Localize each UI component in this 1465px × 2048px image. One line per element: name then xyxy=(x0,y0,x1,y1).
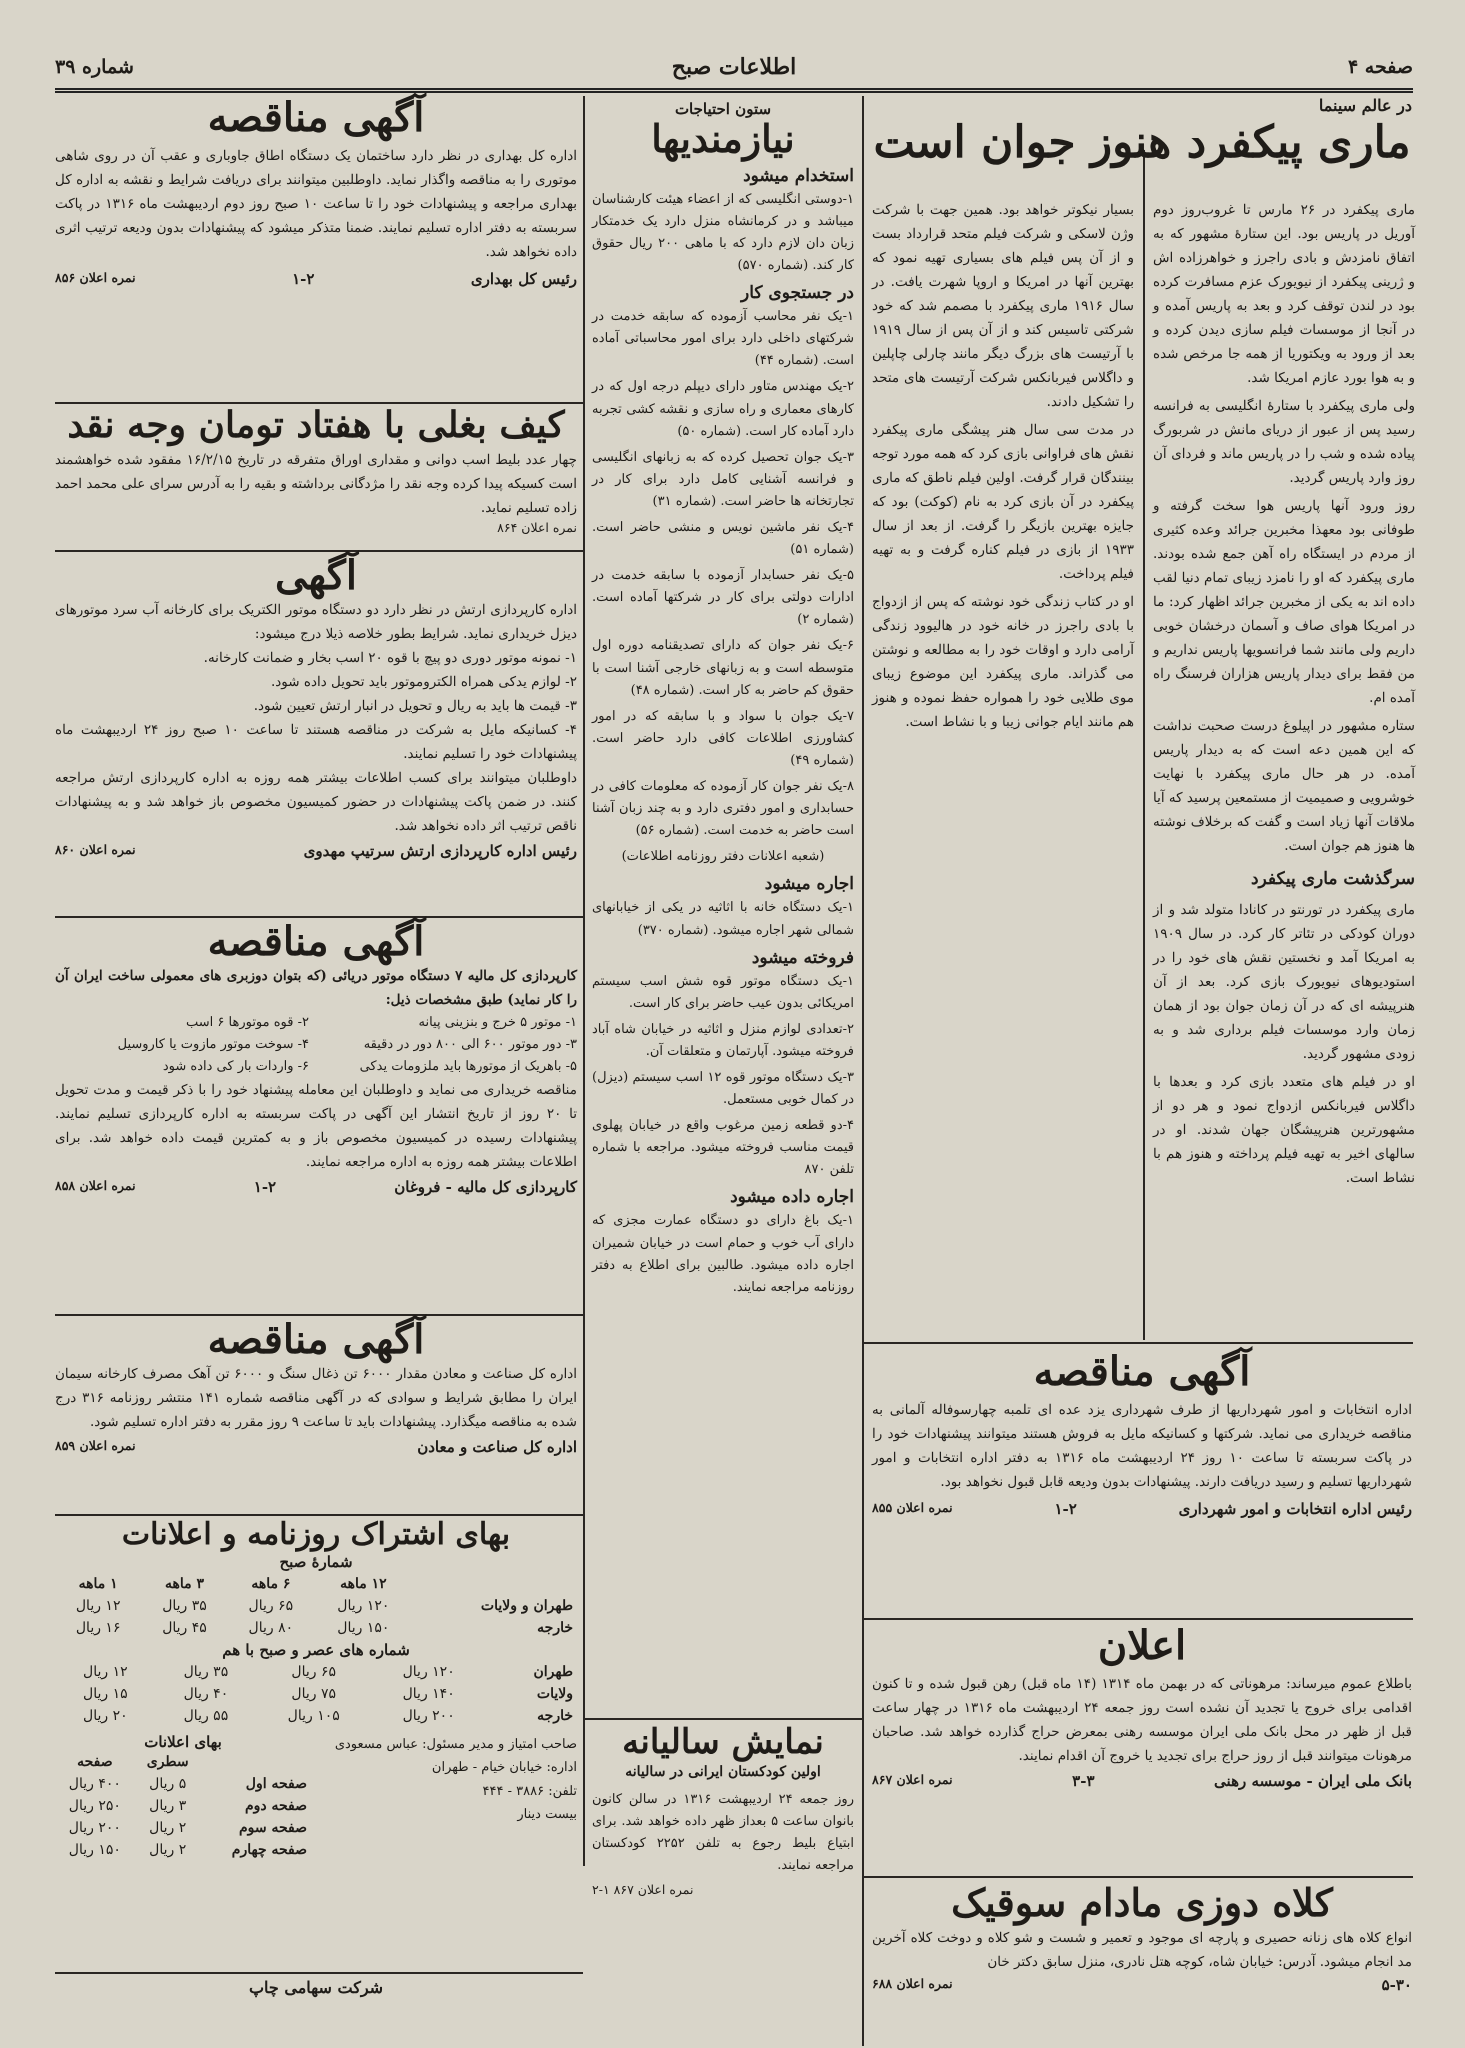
needs-section-for-rent: اجاره میشود xyxy=(764,874,854,895)
table-cell: صفحه سوم xyxy=(238,1820,307,1836)
issue-price: بیست دینار xyxy=(517,1807,577,1823)
masthead-rule xyxy=(55,88,1413,93)
army-notice-item: ۴- کسانیکه مایل به شرکت در مناقصه هستند تا ساعت ۱۰ صبح روز ۲۴ اردیبهشت ماه پیشنهادات خود را تسلیم نمایند. xyxy=(55,722,577,763)
ads-price-box xyxy=(55,1733,311,1861)
hat-shop-text: انواع کلاه های زنانه حصیری و پارچه ای موجود و تعمیر و شست و شو کلاه و دوخت کلاه آخرین مد انجام میشود. آدرس: خیابان شاه، کوچه هتل نادری، منزل سابق دکتر خان xyxy=(872,1929,1412,1970)
classified-item: ۲-تعدادی لوازم منزل و اثاثیه در خیابان شاه آباد فروخته میشود. آپارتمان و متعلقات آن. xyxy=(592,1021,854,1059)
ads-price-row xyxy=(55,1817,311,1839)
table-cell: ۲۰۰ ریال xyxy=(402,1708,455,1724)
needs-section-for-sale: فروخته میشود xyxy=(751,947,854,968)
table-cell: ۳۵ ریال xyxy=(162,1598,207,1614)
subscription-title: بهای اشتراک روزنامه و اعلانات xyxy=(121,1517,511,1552)
finance-tender xyxy=(55,920,577,1312)
needs-note: (شعبه اعلانات دفتر روزنامه اطلاعات) xyxy=(621,849,825,865)
table-cell: ۱۲۰ ریال xyxy=(337,1598,390,1614)
needs-section-rented-out: اجاره داده میشود xyxy=(730,1187,854,1208)
publisher-phone: تلفن: ۳۸۸۶ - ۴۴۴ xyxy=(482,1783,577,1799)
classified-item: ۲-یک مهندس متاور دارای دیپلم درجه اول که در کارهای معماری و راه سازی و نقشه کشی تجربه دارد آماده کار است. (شماره ۵۰) xyxy=(592,379,854,439)
publisher-name: صاحب امتیاز و مدیر مسئول: عباس مسعودی xyxy=(334,1737,577,1752)
table-cell: ۸۰ ریال xyxy=(248,1620,294,1636)
table-cell: ۱۵۰ ریال xyxy=(337,1620,390,1636)
bank-notice-ref: نمره اعلان ۸۶۷ xyxy=(872,1772,953,1788)
printer-name: شرکت سهامی چاپ xyxy=(248,1978,384,1997)
table-cell: صفحه اول xyxy=(245,1776,307,1792)
industry-tender-ref: نمره اعلان ۸۵۹ xyxy=(55,1438,136,1454)
industry-tender-signer: اداره کل صناعت و معادن xyxy=(417,1438,577,1457)
exhibition-subtitle: اولین کودکستان ایرانی در سالیانه xyxy=(625,1764,821,1781)
section-divider xyxy=(55,1972,583,1974)
health-tender-title: آگهی مناقصه xyxy=(207,94,425,141)
table-header-cell xyxy=(201,1751,311,1773)
army-notice-item: ۲- لوازم یدکی همراه الکتروموتور باید تحویل داده شود. xyxy=(271,674,577,691)
cinema-paragraph: او در کتاب زندگی خود نوشته که پس از ازدواج با بادی راجرز در خانه خود در هالیوود زندگی آرامی دارد و اوقات خود را به مطالعه و نوشتن می گذراند. ماری پیکفرد این موضوع زیبای موی طلایی خود را همواره حفظ نموده و هنوز هم مانند ایام جوانی زیبا و با نشاط است. xyxy=(872,594,1134,731)
municipal-tender-ref: نمره اعلان ۸۵۵ xyxy=(872,1500,953,1516)
table-cell: ۱۰۵ ریال xyxy=(287,1708,340,1724)
section-divider xyxy=(583,1718,862,1720)
table-cell: طهران و ولایات xyxy=(480,1598,573,1614)
lost-wallet-ref: نمره اعلان ۸۶۴ xyxy=(497,519,577,535)
health-tender-nums: ۱-۲ xyxy=(292,270,315,289)
exhibition-ad xyxy=(592,1722,854,1897)
table-cell: ۲۰ ریال xyxy=(83,1708,128,1724)
table-header-cell: سطری xyxy=(146,1754,189,1770)
finance-tender-lead: کارپردازی کل مالیه ۷ دستگاه موتور دریائی (که بتوان دوزبری های معمولی ساخت ایران آن را کار نماید) طبق مشخصات ذیل: xyxy=(55,968,577,1009)
bank-notice-signer: بانک ملی ایران - موسسه رهنی xyxy=(1214,1772,1412,1791)
subscription-row xyxy=(55,1705,577,1727)
section-divider xyxy=(862,1618,1413,1620)
finance-tender-spec: ۳- دور موتور ۶۰۰ الی ۸۰۰ دور در دقیقه xyxy=(363,1037,577,1053)
table-cell: ۲ ریال xyxy=(149,1842,187,1858)
table-cell: صفحه دوم xyxy=(244,1798,307,1814)
masthead xyxy=(55,52,1413,86)
lost-wallet-text: چهار عدد بلیط اسب دوانی و مقداری اوراق متفرقه در تاریخ ۱۶/۲/۱۵ مفقود شده خواهشمند است کسیکه پیدا کرده وجه نقد را مژدگانی برداشته و بقیه را به آدرس سرای علی محمد احمد زاده تسلیم نماید. xyxy=(55,451,578,516)
classified-item: ۷-یک جوان با سواد و با سابقه که در امور کشاورزی اطلاعات کافی دارد حاضر است. (شماره ۴۹) xyxy=(592,708,854,768)
cinema-paragraph: ولی ماری پیکفرد با ستارهٔ انگلیسی به فرانسه رسید پس از عبور از دریای مانش در شربورگ پیاده شده و شب را در پاریس ماند و فردای آن روز وارد پاریس گردید. xyxy=(1153,398,1415,487)
cinema-headline: ماری پیکفرد هنوز جوان است xyxy=(873,117,1411,168)
health-tender-ref: نمره اعلان ۸۵۶ xyxy=(55,270,136,286)
municipal-tender-text: اداره انتخابات و امور شهرداریها از طرف شهرداری یزد عده ای تلمبه چهارسوفاله آلمانی به مناقصه خریداری می نماید. شرکتها و کسانیکه مایل به فروش هستند میتوانند پیشنهادات خود را در پاکت سربسته تا ساعت ۱۰ روز ۲۴ اردیبهشت ماه ۱۳۱۶ به دفتر اداره انتخابات و امور شهرداریها تسلیم و رسید دریافت دارند. پیشنهادات بدون ودیعه قابل قبول نخواهد بود. xyxy=(872,1402,1412,1491)
municipal-tender-signer: رئیس اداره انتخابات و امور شهرداری xyxy=(1178,1500,1412,1519)
table-cell: ۱۲ ریال xyxy=(75,1598,121,1614)
table-header-cell xyxy=(413,1573,577,1595)
section-divider xyxy=(862,1876,1413,1878)
industry-tender-title: آگهی مناقصه xyxy=(207,1316,425,1363)
table-cell: ۴۰ ریال xyxy=(183,1686,229,1702)
table-cell: ۳ ریال xyxy=(149,1798,187,1814)
finance-tender-spec: ۴- سوخت موتور مازوت یا کاروسیل xyxy=(117,1037,309,1053)
needs-section-seeking: در جستجوی کار xyxy=(741,283,854,304)
cinema-paragraph: در مدت سی سال هنر پیشگی ماری پیکفرد نقش های فراوانی بازی کرد که همه مورد توجه بینندگان قرار گرفت. اولین فیلم ناطق که ماری پیکفرد در آن بازی کرد به نام (کوکت) بود که جایزه بهترین بازیگر را گرفت. از بعد از سال ۱۹۳۳ از بازی در فیلم کناره گرفت و به تهیه فیلم پرداخت. xyxy=(872,422,1134,583)
finance-tender-text: مناقصه خریداری می نماید و داوطلبان این معامله پیشنهاد خود را با ذکر قیمت و مدت تحویل تا ۲۰ روز از تاریخ انتشار این آگهی در پاکت سربسته به اداره کارپردازی تسلیم نمایند. پیشنهادات رسیده در کمیسیون مخصوص باز و به کمترین قیمت داده خواهد شد. برای اطلاعات بیشتر همه روزه به اداره مراجعه نمایند. xyxy=(55,1082,577,1171)
needs-column xyxy=(592,100,854,1862)
hat-shop-ref: نمره اعلان ۶۸۸ xyxy=(872,1975,953,1991)
hat-shop-ad xyxy=(872,1882,1412,2042)
table-cell: خارجه xyxy=(537,1620,573,1636)
classified-item: ۱-یک دستگاه موتور قوه شش اسب سیستم امریکائی بدون عیب حاضر برای کار است. xyxy=(592,973,854,1011)
page-number: صفحه ۴ xyxy=(1347,56,1413,78)
table-cell: ۴۵ ریال xyxy=(162,1620,207,1636)
table-cell: ۱۴۰ ریال xyxy=(402,1686,455,1702)
classified-item: ۱-دوستی انگلیسی که از اعضاء هیئت کارشناسان میباشد و در کرمانشاه منزل دارد یک خدمتکار زبان دان لازم دارد که با ماهی ۲۰۰ ریال حقوق کار کند. (شماره ۵۷۰) xyxy=(592,191,855,274)
exhibition-ref: نمره اعلان ۸۶۷ ۱-۲ xyxy=(592,1881,694,1897)
municipal-tender xyxy=(872,1350,1412,1615)
municipal-tender-title: آگهی مناقصه xyxy=(1033,1348,1251,1395)
cinema-paragraph: بسیار نیکوتر خواهد بود. همین جهت با شرکت وژن لاسکی و شرکت فیلم متحد قرارداد بست و از آن پس فیلم های بسیاری تهیه نمود که بهترین آنها در امریکا و اروپا شهرت یافت. در سال ۱۹۱۶ ماری پیکفرد با مصمم شد که خود شرکتی تاسیس کند و از آن پس از سال ۱۹۱۹ با آرتیست های بزرگ دیگر مانند چارلی چاپلین و داگلاس فیربانکس شرکت آرتیست های متحد را تشکیل دادند. xyxy=(872,202,1134,411)
table-cell: ۵ ریال xyxy=(149,1776,187,1792)
needs-section-hiring: استخدام میشود xyxy=(743,165,854,186)
table-cell: ۲۵۰ ریال xyxy=(68,1798,121,1814)
table-cell: طهران xyxy=(533,1664,573,1680)
hat-shop-title: کلاه دوزی مادام سوقیک xyxy=(951,1880,1333,1925)
table-header-cell: ۶ ماهه xyxy=(251,1576,291,1592)
table-header-cell: ۳ ماهه xyxy=(164,1576,205,1592)
lost-wallet-ad xyxy=(55,406,577,548)
issue-number: شماره ۳۹ xyxy=(55,56,134,78)
classified-item: ۱-یک نفر محاسب آزموده که سابقه خدمت در شرکتهای داخلی دارد برای امور محاسباتی آماده است. (شماره ۴۴) xyxy=(592,309,854,369)
subscription-row xyxy=(55,1661,577,1683)
table-header-cell: صفحه xyxy=(77,1754,113,1770)
table-cell: ۶۵ ریال xyxy=(248,1598,294,1614)
finance-tender-signer: کارپردازی کل مالیه - فروغان xyxy=(394,1178,577,1197)
subscription-box xyxy=(55,1518,577,1968)
municipal-tender-nums: ۱-۲ xyxy=(1054,1500,1077,1519)
table-header-cell: ۱ ماهه xyxy=(78,1576,118,1592)
finance-tender-spec: ۱- موتور ۵ خرج و بنزینی پیانه xyxy=(418,1015,577,1031)
hat-shop-nums: ۵-۳۰ xyxy=(1381,1975,1412,1994)
cinema-column-left xyxy=(872,198,1134,1340)
column-divider xyxy=(862,96,864,2046)
table-cell: ۶۵ ریال xyxy=(291,1664,336,1680)
bank-notice xyxy=(872,1624,1412,1874)
subscription-row xyxy=(55,1595,577,1617)
army-notice-intro: اداره کارپردازی ارتش در نظر دارد دو دستگاه موتور الکتریک برای کارخانه آب سرد موتورهای دیزل خریداری نماید. شرایط بطور خلاصه ذیلا درج میشود: xyxy=(55,602,577,643)
cinema-paragraph: ماری پیکفرد در ۲۶ مارس تا غروب‌روز دوم آوریل در پاریس بود. این ستارهٔ مشهور که به اتفاق نامزدش و بادی راجرز و خواهرزاده اش و ژرینی پیکفرد از نیویورک عزم مسافرت کرده بود در لندن توقف کرد و بعد به پاریس آمده و در آنجا از موسسات فیلم سازی دیدن کرده و بعد از ورود به ویکتوریا از همه جا مرخص شده و به هوا بورد عازم امریکا شد. xyxy=(1153,202,1415,387)
ads-price-row xyxy=(55,1773,311,1795)
ads-price-row xyxy=(55,1795,311,1817)
bank-notice-nums: ۳-۳ xyxy=(1072,1772,1095,1791)
table-cell: ۱۵ ریال xyxy=(83,1686,128,1702)
exhibition-text: روز جمعه ۲۴ اردیبهشت ۱۳۱۶ در سالن کانون بانوان ساعت ۵ بعداز ظهر داده خواهد شد. برای ابتیاع بلیط رجوع به تلفن ۲۲۵۲ کودکستان مراجعه نمایند. xyxy=(592,1792,854,1874)
industry-tender-text: اداره کل صناعت و معادن مقدار ۶۰۰۰ تن ذغال سنگ و ۶۰۰۰ تن آهک مصرف کارخانه سیمان ایران را مطابق شرایط و سوادی که در آگهی مناقصه شماره ۱۴۱ منتشر روزنامه ۳۱۶ درج شده به مناقصه میگذارد. پیشنهادات باید تا ساعت ۹ روز مقرر به دفتر اداره تسلیم شود. xyxy=(55,1366,577,1431)
table-header-cell: ۱۲ ماهه xyxy=(340,1576,387,1592)
cinema-column-right xyxy=(1153,198,1415,1340)
army-notice-title: آگهی xyxy=(275,552,357,599)
army-notice-item: ۳- قیمت ها باید به ریال و تحویل در انبار ارتش تعیین شود. xyxy=(253,698,577,715)
health-tender xyxy=(55,96,577,400)
health-tender-signer: رئیس کل بهداری xyxy=(470,270,577,289)
table-cell: ۱۶ ریال xyxy=(75,1620,121,1636)
finance-tender-nums: ۱-۲ xyxy=(253,1178,277,1197)
subscription-combined-label: شماره های عصر و صبح با هم xyxy=(222,1641,410,1659)
army-notice-ref: نمره اعلان ۸۶۰ xyxy=(55,842,136,858)
lost-wallet-title: کیف بغلی با هفتاد تومان وجه نقد xyxy=(67,404,565,446)
finance-tender-spec: ۶- واردات بار کی داده شود xyxy=(162,1059,309,1075)
health-tender-text: اداره کل بهداری در نظر دارد ساختمان یک دستگاه اطاق جاوباری و عقب آن در روی شاهی موتوری را به مناقصه واگذار نماید. داوطلبین میتوانند برای دریافت شرایط و نقشه به اداره کل بهداری مراجعه و پیشنهادات خود را تا ساعت ۱۰ صبح روز دوم اردیبهشت ماه ۱۳۱۶ در پاکت سربسته به دفتر اداره تسلیم نمایند. ضمنا متذکر میشود که پیشنهادات بدون ودیعه ترتیب اثری داده نخواهد شد. xyxy=(55,148,578,261)
classified-item: ۱-یک باغ دارای دو دستگاه عمارت مجزی که دارای آب خوب و حمام است در خیابان شمیران اجاره داده میشود. طالبین برای اطلاع به دفتر روزنامه مراجعه نمایند. xyxy=(592,1213,854,1295)
cinema-kicker: در عالم سینما xyxy=(1318,96,1412,115)
subscription-morning-label: شمارهٔ صبح xyxy=(279,1553,353,1571)
exhibition-title: نمایش سالیانه xyxy=(622,1722,824,1762)
table-cell: ۵۵ ریال xyxy=(183,1708,229,1724)
classified-item: ۱-یک دستگاه خانه با اثاثیه در یکی از خیابانهای شمالی شهر اجاره میشود. (شماره ۳۷۰) xyxy=(592,900,854,938)
table-cell: صفحه چهارم xyxy=(231,1842,307,1858)
table-cell: ۱۲۰ ریال xyxy=(402,1664,455,1680)
ads-price-row xyxy=(55,1839,311,1861)
table-cell: ۲۰۰ ریال xyxy=(68,1820,121,1836)
table-cell: ۲ ریال xyxy=(149,1820,187,1836)
finance-tender-spec: ۲- قوه موتورها ۶ اسب xyxy=(185,1015,309,1031)
publisher-address: اداره: خیابان خیام - طهران xyxy=(431,1760,577,1776)
industry-tender xyxy=(55,1318,577,1512)
finance-tender-spec: ۵- باهریک از موتورها باید ملزومات یدکی xyxy=(359,1059,577,1075)
section-divider xyxy=(55,1514,583,1516)
classified-item: ۳-یک جوان تحصیل کرده که به زبانهای انگلیسی و فرانسه آشنایی کامل دارد برای کار در تجارتخانه ها حاضر است. (شماره ۳۱) xyxy=(592,449,854,509)
army-notice-item: ۱- نمونه موتور دوری دو پیچ با قوه ۲۰ اسب بخار و ضمانت کارخانه. xyxy=(203,650,577,667)
classified-item: ۳-یک دستگاه موتور قوه ۱۲ اسب سیستم (دیزل) در کمال خوبی مستعمل. xyxy=(592,1069,854,1108)
finance-tender-title: آگهی مناقصه xyxy=(207,918,425,965)
army-notice xyxy=(55,554,577,914)
finance-tender-ref: نمره اعلان ۸۵۸ xyxy=(55,1178,136,1194)
column-divider xyxy=(583,96,585,1866)
subscription-table xyxy=(55,1573,577,1639)
classified-item: ۴-یک نفر ماشین نویس و منشی حاضر است. (شماره ۵۱) xyxy=(592,520,854,558)
army-notice-signer: رئیس اداره کارپردازی ارتش سرتیپ مهدوی xyxy=(303,842,577,861)
classified-item: ۸-یک نفر جوان کار آزموده که معلومات کافی در حسابداری و امور دفتری دارد و به چند زبان آشنا است حاضر به خدمت است. (شماره ۵۶) xyxy=(592,779,854,839)
subscription-row xyxy=(55,1683,577,1705)
table-cell: ۳۵ ریال xyxy=(183,1664,229,1680)
cinema-paragraph: او در فیلم های متعدد بازی کرد و بعدها با داگلاس فیربانکس ازدواج نمود و هر دو از مشهورترین هنرپیشگان جهان شدند. او در سالهای اخیر به تهیه فیلم پرداخته و هنوز هم با نشاط است. xyxy=(1153,1073,1415,1186)
cinema-subheading: سرگذشت ماری پیکفرد xyxy=(1250,869,1415,890)
bank-notice-text: باطلاع عموم میرساند: مرهوناتی که در بهمن ماه ۱۳۱۴ (۱۴ ماه قبل) رهن قبول شده و تا کنون اقدامی برای خروج یا تجدید آن نشده است روز جمعه ۲۴ اردیبهشت ماه ۱۳۱۶ در چهار ساعت قبل از ظهر در محل بانک ملی ایران موسسه رهنی بمعرض حراج گذارده خواهد شد. صاحبان مرهونات میتوانند قبل از روز حراج برای تجدید یا خروج آن اقدام نمایند. xyxy=(872,1676,1413,1765)
cinema-paragraph: روز ورود آنها پاریس هوا سخت گرفته و طوفانی بود معهذا مخبرین جرائد وعده کثیری از مردم در ایستگاه راه آهن جمع شده بودند. ماری پیکفرد که او را نامزد زیبای تمام دنیا لقب داده اند به یکی از مخبرین جرائد اظهار کرد: ما در امریکا هوای صاف و آسمان درخشان خوبی داریم ولی مانند شما فرانسویها پاریس نداریم و من فقط برای دیدار پاریس هزاران فرسنگ راه آمده ام. xyxy=(1153,498,1415,707)
table-cell: خارجه xyxy=(537,1708,573,1724)
table-cell: ولایات xyxy=(536,1686,573,1702)
table-cell: ۷۵ ریال xyxy=(291,1686,336,1702)
table-cell: ۱۲ ریال xyxy=(83,1664,128,1680)
publisher-info xyxy=(321,1733,577,1861)
needs-kicker: ستون احتیاجات xyxy=(674,100,772,118)
classified-item: ۵-یک نفر حسابدار آزموده با سابقه خدمت در ادارات دولتی برای کار در شرکتها آماده است. (شماره ۲) xyxy=(592,568,854,628)
army-notice-outro: داوطلبان میتوانند برای کسب اطلاعات بیشتر همه روزه به اداره کارپردازی ارتش مراجعه کنند. در ضمن پاکت پیشنهادات در حضور کمیسیون مخصوص باز خواهد شد و به پیشنهادات ناقص ترتیب اثر داده نخواهد شد. xyxy=(55,770,577,835)
section-divider xyxy=(862,1342,1413,1344)
classified-item: ۴-دو قطعه زمین مرغوب واقع در خیابان پهلوی قیمت مناسب فروخته میشود. مراجعه با شماره تلفن ۸۷۰ xyxy=(592,1118,854,1178)
classified-item: ۶-یک نفر جوان که دارای تصدیقنامه دوره اول متوسطه است و به زبانهای خارجی آشنا است با حقوق کم حاضر به کار است. (شماره ۴۸) xyxy=(592,638,854,698)
subscription-combined-table xyxy=(55,1661,577,1727)
bank-notice-title: اعلان xyxy=(1097,1622,1187,1669)
paper-name: اطلاعات صبح xyxy=(671,54,797,80)
needs-title: نیازمندیها xyxy=(651,116,795,161)
cinema-paragraph: ماری پیکفرد در تورنتو در کانادا متولد شد و از دوران کودکی در تئاتر کار کرد. در سال ۱۹۰۹ به امریکا آمد و نخستین نقش های خود را در استودیوهای نیویورک بازی کرد. بعد از آن هنرپیشه ای که در آن زمان جوان بود از همان زمان وارد موسسات فیلم برداری شد و به زودی مشهور گردید. xyxy=(1153,901,1415,1062)
table-cell: ۱۵۰ ریال xyxy=(68,1842,121,1858)
ads-price-title: بهای اعلانات xyxy=(144,1733,222,1751)
cinema-paragraph: ستاره مشهور در اپیلوغ درست صحبت نداشت که این همین دعه است که به دیدار پاریس آمده. در هر حال ماری پیکفرد با نهایت خوشرویی و صمیمیت از مستمعین پرسید که آیا ملاقات آنها زیاد است و گفت که برخلاف نوشته ها هنوز هم جوان است. xyxy=(1153,718,1415,855)
subscription-row xyxy=(55,1617,577,1639)
table-cell: ۴۰۰ ریال xyxy=(68,1776,121,1792)
